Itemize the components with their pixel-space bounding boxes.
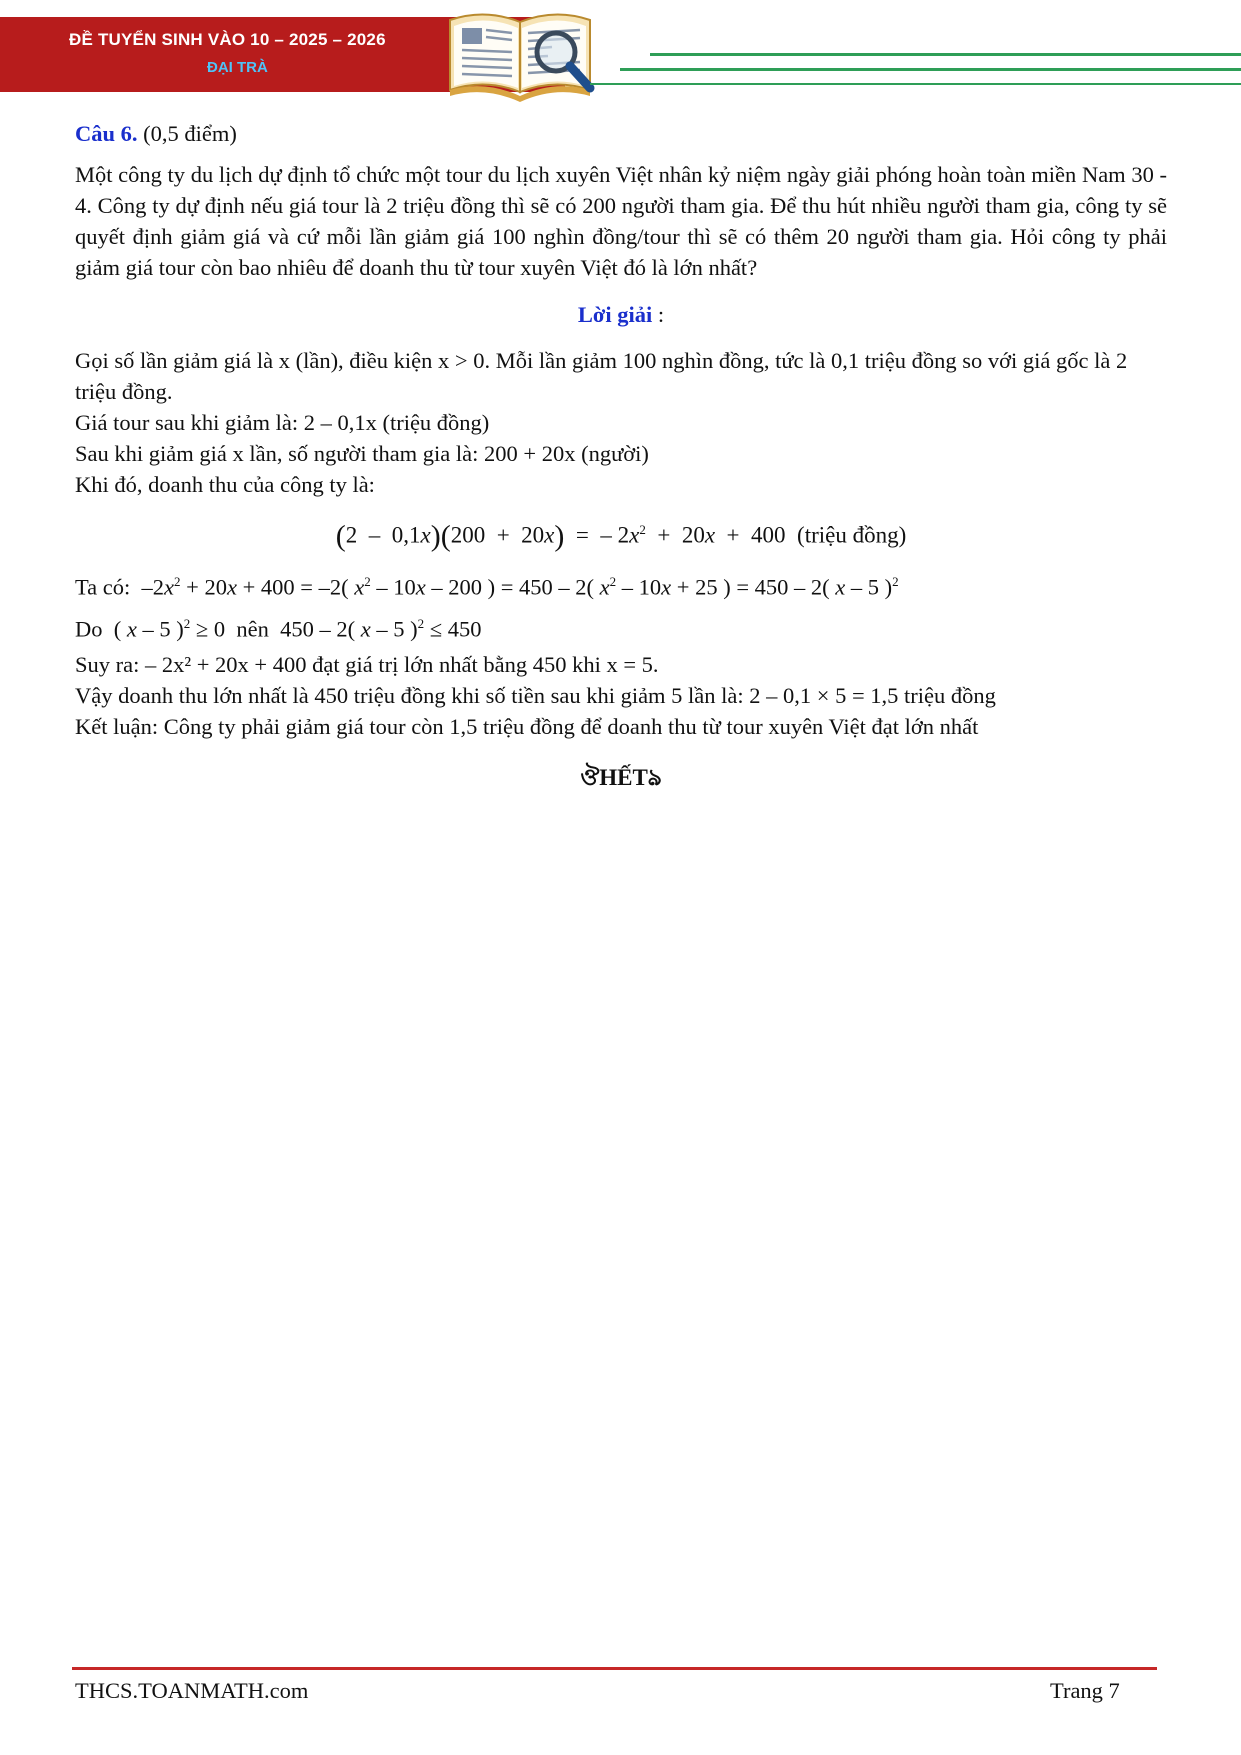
header-title: ĐỀ TUYỂN SINH VÀO 10 – 2025 – 2026 [69,30,386,49]
equation-unit: (triệu đồng) [797,522,907,548]
question-text: Một công ty du lịch dự định tổ chức một tour du lịch xuyên Việt nhân kỷ niệm ngày giải phóng hoàn toàn miền Nam 30 - 4. Công ty dự định nếu giá tour là 2 triệu đồng thì sẽ có 200 người tham gia. Để thu hút nhiều người tham gia, công ty sẽ quyết định giảm giá và cứ mỗi lần giảm giá 100 nghìn đồng/tour thì sẽ có thêm 20 người tham gia. Hỏi công ty phải giảm giá tour còn bao nhiêu để doanh thu từ tour xuyên Việt đó là lớn nhất? [75,162,1167,280]
header-rule [590,83,1241,85]
ornament-right-icon: ঌ [647,764,662,790]
solution-line: Kết luận: Công ty phải giảm giá tour còn 1,5 triệu đồng để doanh thu từ tour xuyên Việt đạt lớn nhất [75,713,979,739]
revenue-equation: (2 – 0,1x)(200 + 20x) = – $2x^2 + 20x + 400$ (triệu đồng) [335,519,907,553]
header-rule [650,53,1241,56]
solution-label: Lời giải [577,302,653,327]
solution-line: Vậy doanh thu lớn nhất là 450 triệu đồng khi số tiền sau khi giảm 5 lần là: 2 – 0,1 × 5 = 1,5 triệu đồng [75,682,996,708]
open-book-magnifier-icon [440,0,600,104]
solution-line: Giá tour sau khi giảm là: 2 – 0,1x (triệu đồng) [75,410,490,435]
footer-site: THCS.TOANMATH.com [75,1678,309,1703]
solution-line: Khi đó, doanh thu của công ty là: [75,472,375,497]
solution-line-taco: Ta có: $-2x^2 + 20x + 400 = -2$( $x^2 - 10x - 200$ ) = 450 – 2( $x^2 - 10x + 25$ ) = 450 – 2( x – 5 )$^2$ [75,573,899,600]
question-heading [75,118,1167,149]
end-marker: ঔHẾTঌ [580,764,662,790]
question-label: Câu 6. [75,121,138,146]
ornament-left-icon: ঔ [580,764,600,790]
solution-line: Gọi số lần giảm giá là x (lần), điều kiện x > 0. Mỗi lần giảm 100 nghìn đồng, tức là 0,1 triệu đồng so với giá gốc là 2 triệu đồng. [75,348,1128,404]
header-rule [620,68,1241,71]
footer-page-number: Trang 7 [1050,1678,1120,1703]
solution-line: Sau khi giảm giá x lần, số người tham gia là: 200 + 20x (người) [75,441,649,466]
solution-heading: Lời giải : [577,302,665,327]
header-subtitle: ĐẠI TRÀ [207,59,268,76]
footer-rule [72,1667,1157,1670]
solution-line: Suy ra: – 2x² + 20x + 400 đạt giá trị lớn nhất bằng 450 khi x = 5. [75,651,659,677]
solution-line-do: Do ( x – 5 )$^2$ ≥ 0 nên 450 – 2( x – 5 )$^2$ ≤ 450 [75,616,482,642]
document-body [75,118,1167,793]
question-points: (0,5 điểm) [143,121,237,146]
